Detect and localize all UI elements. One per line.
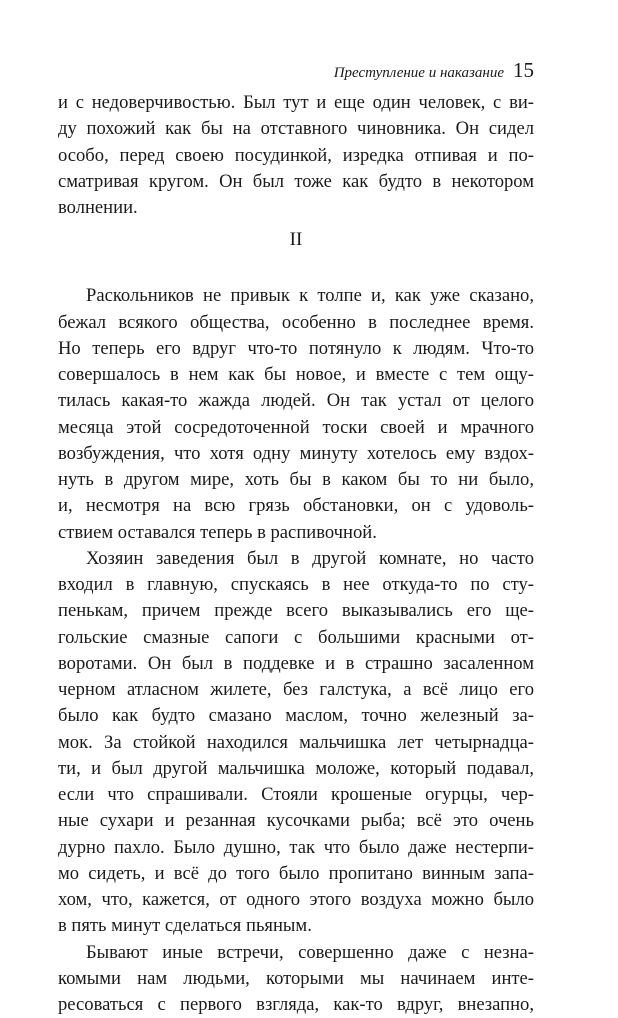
paragraph-2 (58, 546, 534, 940)
text-line: ресоваться с первого взгляда, как-то вдруг, внезапно, (58, 992, 534, 1018)
spacer (58, 267, 534, 283)
text-line: пенькам, причем прежде всего выказывались его ще- (58, 598, 534, 624)
text-line: совершалось в нем как бы новое, и вместе с тем ощу- (58, 362, 534, 388)
text-line: воротами. Он был в поддевке и в страшно засаленном (58, 651, 534, 677)
text-line: сматривая кругом. Он был тоже как будто в некотором (58, 169, 534, 195)
text-line: комыми нам людьми, которыми мы начинаем инте- (58, 966, 534, 992)
text-line: нуть в другом мире, хоть бы в каком бы то ни было, (58, 467, 534, 493)
text-line: дурно пахло. Было душно, так что было даже нестерпи- (58, 835, 534, 861)
text-line: волнении. (58, 195, 534, 221)
text-line: тилась какая-то жажда людей. Он так устал от целого (58, 388, 534, 414)
text-line: гольские смазные сапоги с большими красными от- (58, 625, 534, 651)
text-line: хом, что, кажется, от одного этого воздуха можно было (58, 887, 534, 913)
page-number: 15 (513, 58, 534, 83)
text-line: Но теперь его вдруг что-то потянуло к людям. Что-то (58, 336, 534, 362)
text-line: было как будто смазано маслом, точно железный за- (58, 703, 534, 729)
text-line: особо, перед своею посудинкой, изредка отпивая и по- (58, 143, 534, 169)
page-text (58, 90, 534, 1018)
text-line: возбуждения, что хотя одну минуту хотелось ему вздох- (58, 441, 534, 467)
text-line: и, несмотря на всю грязь обстановки, он с удоволь- (58, 493, 534, 519)
chapter-heading: II (58, 221, 534, 267)
text-line: ствием оставался теперь в распивочной. (58, 520, 534, 546)
text-line: если что спрашивали. Стояли крошеные огурцы, чер- (58, 782, 534, 808)
text-line: ные сухари и резанная кусочками рыба; всё это очень (58, 808, 534, 834)
book-title: Преступление и наказание (334, 65, 504, 82)
text-line: ти, и был другой мальчишка моложе, который подавал, (58, 756, 534, 782)
text-line: мок. За стойкой находился мальчишка лет четырнадца- (58, 730, 534, 756)
text-line: в пять минут сделаться пьяным. (58, 913, 534, 939)
text-line: Бывают иные встречи, совершенно даже с незна- (58, 940, 534, 966)
text-line: и с недоверчивостью. Был тут и еще один человек, с ви- (58, 90, 534, 116)
running-header (334, 58, 534, 83)
paragraph-3 (58, 940, 534, 1018)
intro-paragraph (58, 90, 534, 221)
text-line: мо сидеть, и всё до того было пропитано винным запа- (58, 861, 534, 887)
text-line: входил в главную, спускаясь в нее откуда-то по сту- (58, 572, 534, 598)
text-line: бежал всякого общества, особенно в последнее время. (58, 310, 534, 336)
text-line: Раскольников не привык к толпе и, как уже сказано, (58, 283, 534, 309)
text-line: месяца этой сосредоточенной тоски своей и мрачного (58, 415, 534, 441)
text-line: Хозяин заведения был в другой комнате, но часто (58, 546, 534, 572)
paragraph-1 (58, 283, 534, 546)
text-line: ду похожий как бы на отставного чиновника. Он сидел (58, 116, 534, 142)
text-line: черном атласном жилете, без галстука, а всё лицо его (58, 677, 534, 703)
